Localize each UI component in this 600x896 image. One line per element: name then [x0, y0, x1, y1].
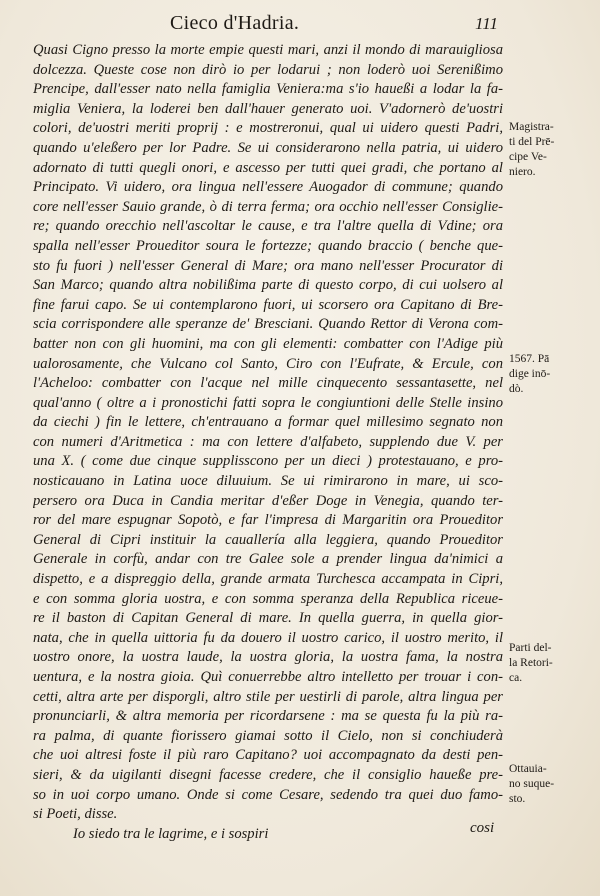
margin-note-line: ti del Prē-: [509, 136, 555, 148]
text-line: so in uoi corpo umano. Onde si come Cesare, sedendo tra quei duo famo-: [33, 786, 503, 803]
text-line: sieri, & da uigilanti disegni facesse credere, che il consiglio haueße pre-: [33, 766, 503, 783]
catchword: cosi: [470, 820, 495, 836]
margin-note-line: Parti del-: [509, 642, 552, 654]
text-line: e con somma gloria uostra, e con somma speranza della Republica riceue-: [33, 590, 503, 607]
text-line: General di Cipri instituir la cauallería alla leggiera, quando Proueditor: [33, 531, 503, 548]
margin-note-line: dò.: [509, 383, 524, 395]
text-line: re il baston di Capitan General di mare. In quella guerra, in quella gior-: [33, 610, 503, 627]
text-line: Prencipe, dall'esser nato nella famiglia Veniera:ma s'io haueßi a lodar la fa-: [33, 81, 503, 98]
text-line: si Poeti, disse.: [33, 806, 118, 823]
margin-note-line: ca.: [509, 672, 523, 684]
text-line: core nell'esser Sauio grande, ò di terra ferma; ora occhio nell'esser Consiglie-: [33, 198, 503, 215]
text-line: una X. ( come due cinque supplisscono per un dieci ) protestauano, e pro-: [33, 453, 503, 470]
text-line: nata, che in quella uittoria fu da douero il uostro carico, il uostro merito, il: [33, 629, 503, 646]
text-line: dolcezza. Queste cose non dirò io per lodarui ; non loderò uoi Serenißimo: [33, 61, 503, 78]
text-line: ror del mare espugnar Sopotò, e far l'impresa di Margaritin ora Proueditor: [33, 512, 503, 529]
text-line: scia corrispondere alle speranze de' Bresciani. Quando Rettor di Verona com-: [33, 316, 503, 333]
verse-quotation: Io siedo tra le lagrime, e i sospiri: [73, 825, 269, 842]
text-line: sto fu fuori ) nell'esser General di Mare; ora mano nell'esser Procurator di: [33, 257, 503, 274]
text-line: ra palma, di quante fiorissero giamai sotto il Cielo, non si conchiuderà: [33, 727, 503, 744]
text-line: adornato di tutti quegli onori, e ascesso per tutti quei gradi, che portano al: [33, 159, 503, 176]
text-line: colori, de'uostri meriti proprij : e mostreronui, qual ui uidero questi Padri,: [33, 120, 503, 137]
text-line: San Marco; quando altra nobilißima parte di questo corpo, di cui uolsero al: [33, 277, 503, 294]
text-line: ualorosamente, che Vulcano col Santo, Ciro con l'Eufrate, & Ercule, con: [33, 355, 503, 372]
text-line: quando u'eleßero per lor Padre. Se ui considerarono nella patria, ui uidero: [33, 139, 503, 156]
text-line: con numeri d'Aritmetica : ma con lettere d'alfabeto, supplendo due V. per: [33, 433, 503, 450]
text-line: spalla nell'esser Proueditor soura le fortezze; quando braccio ( benche que-: [33, 237, 503, 254]
text-line: da ciechi ) fin le lettere, ch'entrauano a formar quel millesimo segnato non: [33, 414, 503, 431]
text-line: Generale in corfù, andar con tre Galee sole a prender lingua da'nimici a: [33, 551, 503, 568]
text-line: miglia Veniera, la loderei ben dall'hauer generato uoi. V'adornerò de'uostri: [33, 100, 503, 117]
running-title: Cieco d'Hadria.: [170, 12, 300, 34]
text-line: cetti, altra arte per disporgli, altro stile per uestirli di parole, altra lingua per: [33, 688, 503, 705]
text-line: dispetto, e a dispreggio della, grande armata Turchesca accampata in Cipri,: [33, 571, 503, 588]
page-number: 111: [475, 14, 498, 33]
text-line: Principato. Vi uidero, ora lingua nell'essere Auogador di commune; quando: [33, 179, 503, 196]
text-line: pronunciarli, & altra memoria per ricordarsene : ma se questa fu la più ra-: [33, 708, 503, 725]
text-line: batter non con gli huomini, ma con gli elementi: combatter con l'Adige più: [33, 335, 503, 352]
text-line: uostro onore, la uostra laude, la uostra gloria, la uostra fama, la nostra: [33, 649, 503, 666]
margin-note-line: cipe Ve-: [509, 151, 547, 163]
text-line: l'Acheloo: combatter con l'acque nel mille cinquecento sessantasette, nel: [33, 375, 503, 392]
text-line: fine farui capo. Se ui contemplarono fuori, ui scorsero ora Capitano di Bre-: [33, 296, 503, 313]
page-header: [0, 12, 600, 38]
text-line: che uoi altresi foste il più raro Capitano? uoi accompagnato da desti pen-: [33, 747, 503, 764]
margin-note-line: no suque-: [509, 778, 555, 790]
margin-note-line: 1567. Pā: [509, 353, 550, 365]
margin-note-line: Ottauia-: [509, 763, 547, 775]
margin-note-line: Magistra-: [509, 121, 554, 133]
margin-note-line: niero.: [509, 166, 536, 178]
margin-note: [509, 352, 579, 397]
margin-note: [509, 120, 579, 180]
margin-note-line: dige inō-: [509, 368, 551, 380]
margin-note-line: la Retori-: [509, 657, 553, 669]
text-line: Quasi Cigno presso la morte empie questi mari, anzi il mondo di marauigliosa: [33, 42, 503, 58]
margin-note: [509, 762, 579, 807]
margin-note-line: sto.: [509, 793, 526, 805]
text-line: qual'anno ( oltre a i pronostichi fatti sopra le congiuntioni delle Stelle insino: [33, 394, 503, 411]
text-line: uentura, e la nostra gioia. Quì conuerrebbe altro intelletto per trouar i con-: [33, 669, 503, 685]
text-line: re; quando orecchio nell'ascoltar le cause, e tra l'altre quella di Vdine; ora: [33, 218, 503, 235]
margin-note: [509, 641, 579, 686]
body-text: [33, 41, 503, 844]
text-line: persero ora Duca in Candia meritar d'eßer Doge in Venegia, quando ter-: [33, 492, 503, 509]
text-line: nosticauano in Latina uoce diluuium. Se ui rimirarono in mare, ui sco-: [33, 473, 503, 490]
